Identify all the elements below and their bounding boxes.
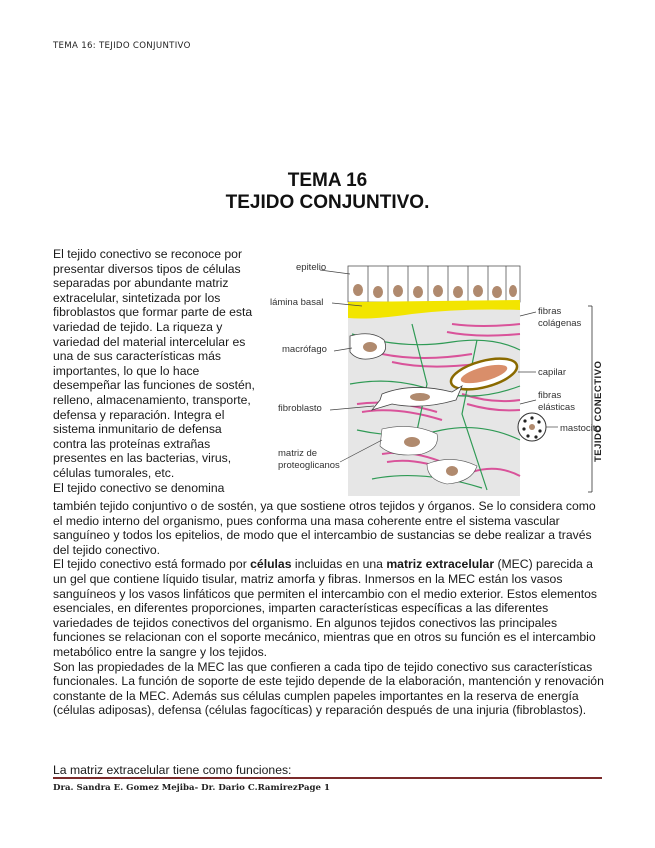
intro-paragraph: El tejido conectivo se reconoce por presentar diversos tipos de células separadas por abundante matriz extracelular, sintetizada por los fibroblastos que formar parte de esta variedad de tejido. La riqueza y variedad del material intercelular es una de sus características más importantes, lo que lo hace desempeñar las funciones de sostén, relleno, almacenamiento, transporte, defensa y reparación. Integra el sistema inmunitario de defensa contra las proteínas extrañas presentes en las bacterias, virus, células tumorales, etc. [53, 247, 255, 480]
title-line-2-text: TEJIDO CONJUNTIVO [225, 192, 425, 213]
label-elastic-fibers-2: elásticas [538, 402, 575, 413]
title-period: . [424, 192, 430, 213]
label-capillary: capilar [538, 367, 566, 378]
label-mast-cell: mastocito [560, 423, 601, 434]
p3-part-1: El tejido conectivo está formado por [53, 557, 251, 572]
title-line-1: TEMA 16 [287, 170, 368, 191]
paragraph-2-lead: El tejido conectivo se denomina [53, 480, 225, 495]
functions-line: La matriz extracelular tiene como funciones: [53, 763, 292, 777]
epithelium-cells [348, 266, 520, 302]
p3-part-2: incluidas en una [291, 557, 387, 572]
label-collagen-fibers-1: fibras [538, 306, 562, 317]
paragraph-3 [53, 557, 606, 659]
p3-bold-cells: células [250, 557, 292, 572]
label-matrix: matriz de [278, 448, 318, 459]
running-header: TEMA 16: TEJIDO CONJUNTIVO [53, 41, 191, 51]
matrix-cell-nucleus [404, 437, 420, 447]
paragraph-4: Son las propiedades de la MEC las que confieren a cada tipo de tejido conectivo sus características funcionales. La función de soporte de este tejido depende de la elaboración, mantención y renovación constante de la MEC. Además sus células cumplen papeles importantes en la reserva de energía (células adiposas), defensa (células fagocíticas) y reparación después de una injuria (fibroblastos). [53, 659, 604, 718]
page-title [0, 170, 655, 214]
label-proteoglycans: proteoglicanos [278, 460, 340, 471]
macrophage-nucleus [363, 342, 377, 352]
connective-tissue-figure [262, 254, 607, 499]
connective-tissue-bracket [588, 306, 592, 492]
label-macrophage: macrófago [282, 344, 327, 355]
label-epithelium: epitelio [296, 262, 327, 273]
label-fibroblast: fibroblasto [278, 403, 322, 414]
p3-part-3: (MEC) parecida a un gel que contiene líquido tisular, matriz amorfa y fibras. Inmersos en la MEC están los vasos sanguíneos y los vasos linfáticos que permiten el intercambio con el medio exterior. Estos elementos esenciales, en diferentes proporciones, imparten características específicas a las diferentes variedades de tejidos conectivos del organismo. En algunos tejidos conectivos las principales funciones se relacionan con el soporte mecánico, mientras que en otros su función es el intercambio metabólico entre la sangre y los tejidos. [53, 557, 597, 659]
matrix-cell-nucleus-2 [446, 466, 458, 476]
footer-rule [53, 777, 602, 779]
intro-column [53, 247, 258, 495]
title-line-2 [0, 192, 655, 214]
label-elastic-fibers-1: fibras [538, 390, 562, 401]
footer-text: Dra. Sandra E. Gomez Mejiba- Dr. Dario C.RamirezPage 1 [53, 783, 330, 793]
label-basal-lamina: lámina basal [270, 297, 324, 308]
label-connective-tissue: TEJIDO CONECTIVO [593, 360, 604, 462]
main-body [53, 499, 606, 718]
label-collagen-fibers-2: colágenas [538, 318, 582, 329]
fibroblast-nucleus [410, 393, 430, 401]
p3-bold-matrix: matriz extracelular [386, 557, 495, 572]
paragraph-2-rest: también tejido conjuntivo o de sostén, ya que sostiene otros tejidos y órganos. Se lo considera como el medio interno del organismo, pues conforma una masa coherente entre el sistema vascular sanguíneo y todos los epitelios, de modo que el intercambio de sustancias se debe realizar a través del tejido conectivo. [53, 499, 596, 557]
